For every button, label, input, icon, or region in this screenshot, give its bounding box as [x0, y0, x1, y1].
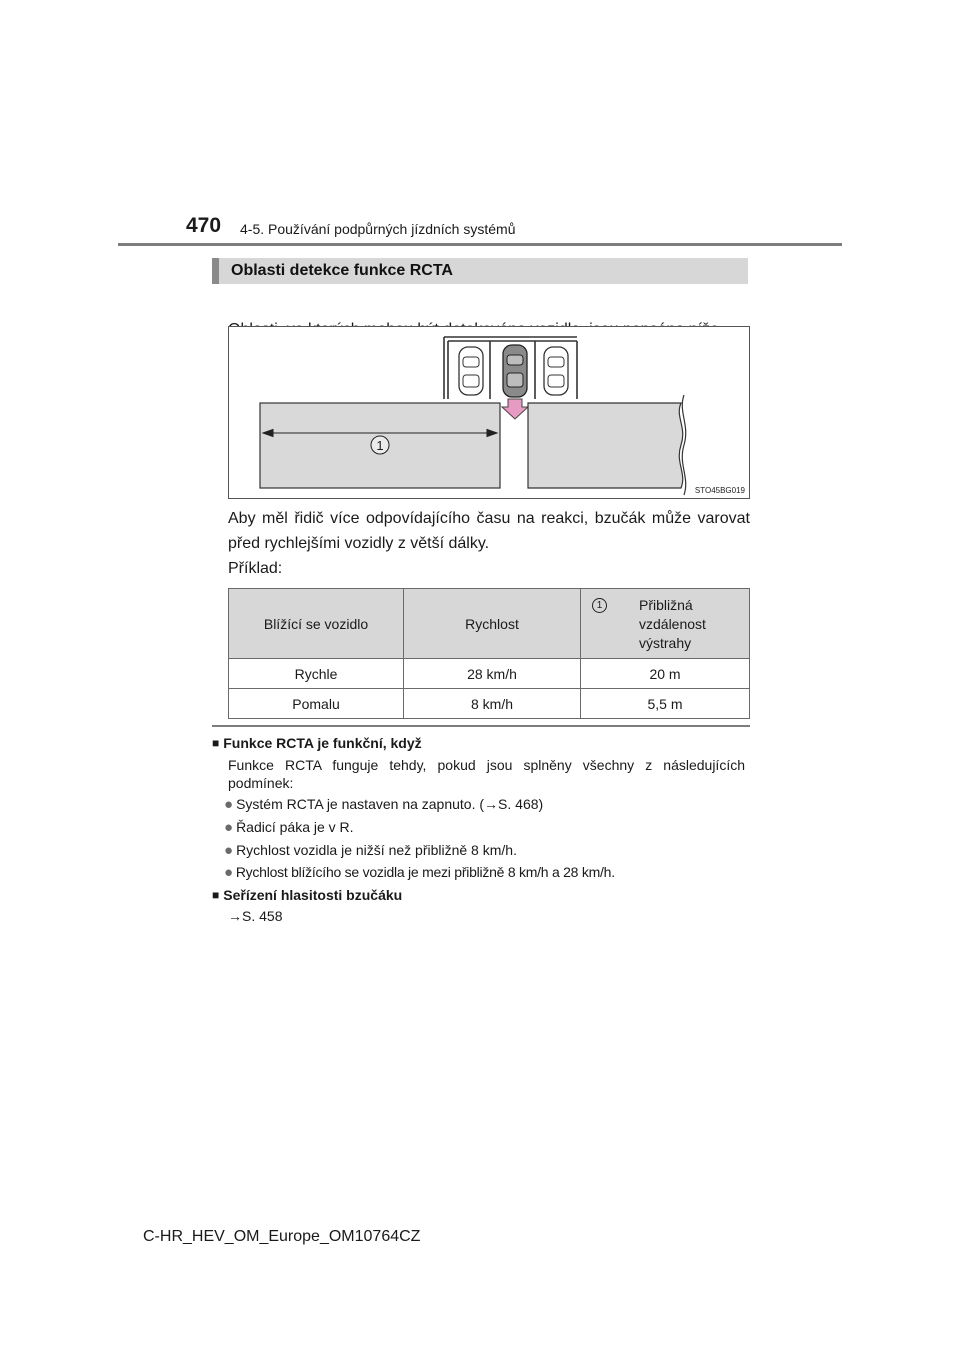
table-cell: 28 km/h: [404, 659, 581, 689]
reverse-arrow-icon: [502, 399, 528, 419]
header-rule: [118, 243, 842, 246]
footer-document-code: C-HR_HEV_OM_Europe_OM10764CZ: [143, 1228, 421, 1245]
header-speed: Rychlost: [404, 589, 581, 659]
list-item: [224, 842, 517, 859]
note-title-rcta-conditions: [212, 735, 422, 751]
callout-marker: 1: [592, 598, 607, 613]
parked-car-left: [459, 347, 483, 395]
table-cell: 8 km/h: [404, 689, 581, 719]
header-approaching-vehicle: Blížící se vozidlo: [229, 589, 404, 659]
list-item-text: Rychlost vozidla je nižší než přibližně 8 km/h.: [236, 842, 517, 858]
own-vehicle: [503, 345, 527, 397]
table-cell: Pomalu: [229, 689, 404, 719]
list-item: [224, 864, 615, 881]
warning-distance-paragraph: Aby měl řidič více odpovídajícího času na reakci, bzučák může varovat před rychlejšími vozidly z větší dálky.: [228, 510, 750, 552]
table-cell: 5,5 m: [581, 689, 750, 719]
figure-code: STO45BG019: [694, 486, 745, 495]
square-bullet-icon: ■: [212, 736, 220, 750]
list-item-text: Systém RCTA je nastaven na zapnuto. (→S. 468): [236, 796, 544, 812]
table-cell: 20 m: [581, 659, 750, 689]
example-label: Příklad:: [228, 560, 283, 577]
notes-rule: [212, 725, 750, 727]
section-heading: Oblasti detekce funkce RCTA: [231, 262, 453, 279]
header-distance-line: Přibližná: [639, 597, 693, 613]
header-distance-label: [639, 596, 706, 653]
square-bullet-icon: ■: [212, 888, 220, 902]
list-item: [224, 819, 354, 836]
detection-area-diagram: [229, 327, 749, 498]
bullet-icon: ●: [224, 796, 234, 813]
header-distance-line: výstrahy: [639, 635, 692, 651]
page-reference-link[interactable]: →S. 458: [228, 908, 283, 924]
detection-area-figure: [228, 326, 750, 499]
list-item: [224, 796, 543, 813]
callout-number: 1: [376, 438, 384, 453]
bullet-icon: ●: [224, 842, 234, 859]
parked-car-right: [544, 347, 568, 395]
note-title-text: Seřízení hlasitosti bzučáku: [223, 887, 403, 903]
table-header-row: [229, 589, 750, 659]
section-heading-box: [212, 258, 748, 284]
header-distance-line: vzdálenost: [639, 616, 706, 632]
note-title-text: Funkce RCTA je funkční, když: [223, 735, 422, 751]
page-number: 470: [186, 214, 222, 237]
bullet-icon: ●: [224, 864, 233, 881]
table-row: [229, 659, 750, 689]
header-warning-distance: [581, 589, 750, 659]
bullet-icon: ●: [224, 819, 234, 836]
note-title-buzzer-volume: [212, 887, 402, 903]
list-item-text: Rychlost blížícího se vozidla je mezi přibližně 8 km/h a 28 km/h.: [235, 864, 615, 880]
table-row: [229, 689, 750, 719]
section-title: 4-5. Používání podpůrných jízdních systémů: [240, 221, 516, 237]
list-item-text: Řadicí páka je v R.: [236, 819, 354, 835]
note-body: Funkce RCTA funguje tehdy, pokud jsou splněny všechny z následujících podmínek:: [228, 757, 745, 791]
detection-area-right: [528, 403, 683, 488]
warning-distance-table: [228, 588, 750, 719]
table-cell: Rychle: [229, 659, 404, 689]
